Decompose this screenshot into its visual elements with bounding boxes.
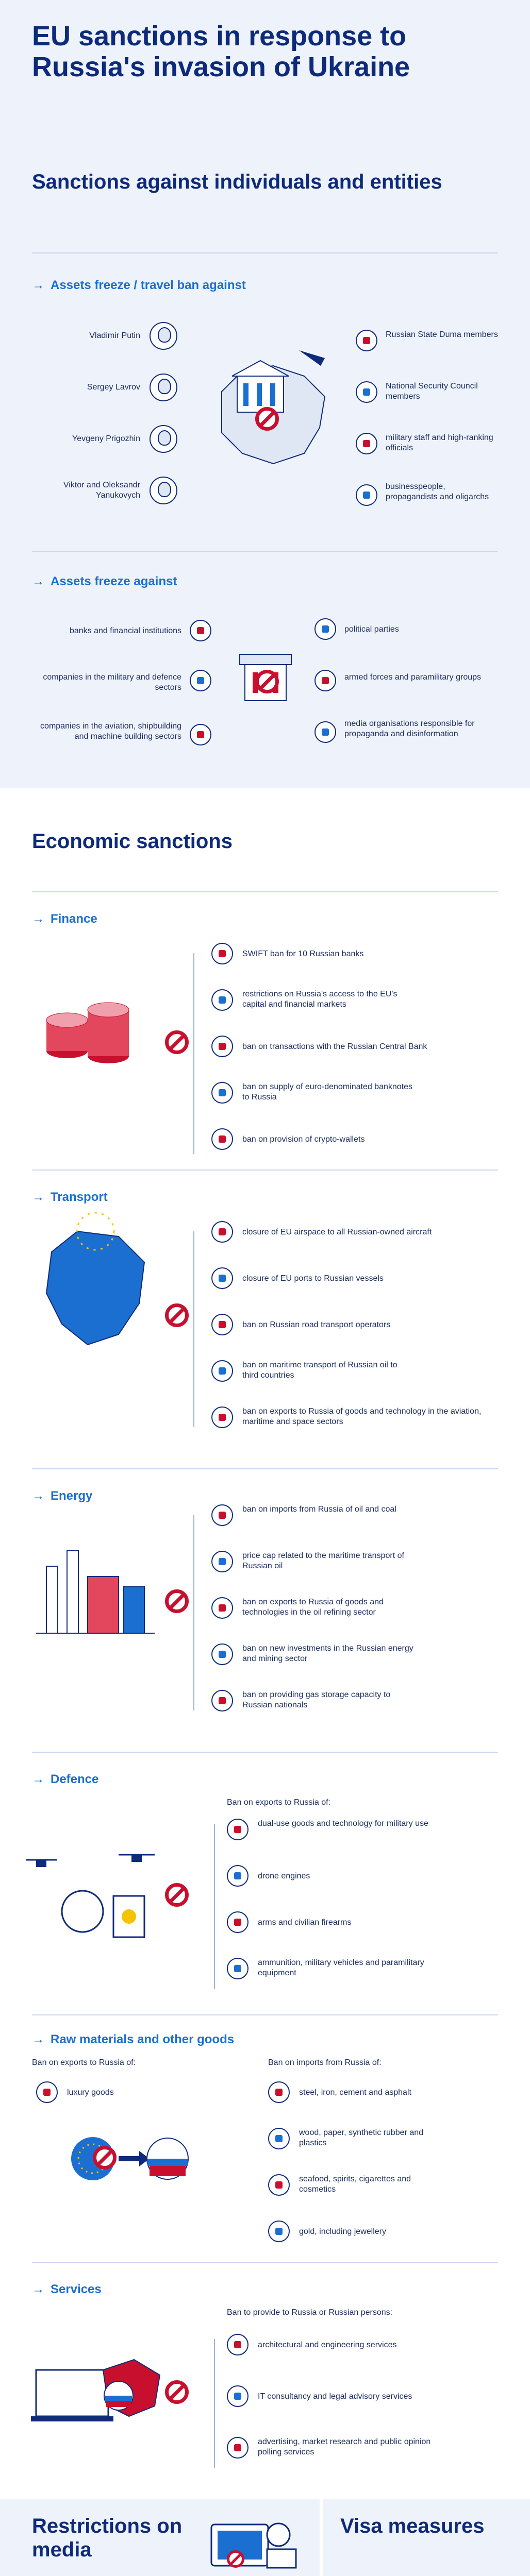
mining-icon: [211, 1643, 233, 1665]
person-label: Yevgeny Prigozhin: [72, 434, 140, 443]
drones-ammo-icon: [26, 1844, 160, 1947]
aerospace-icon: [211, 1406, 233, 1428]
divider: [32, 1170, 498, 1171]
transport-item: ban on maritime transport of Russian oil to third countries: [242, 1361, 397, 1380]
defence-item: drone engines: [258, 1872, 310, 1880]
factory-icon: [190, 670, 211, 691]
ban-icon: [93, 2146, 117, 2170]
market-research-icon: [227, 2437, 249, 2459]
defence-item: arms and civilian firearms: [258, 1918, 352, 1927]
ban-icon: [165, 1303, 189, 1327]
steel-icon: [268, 2081, 290, 2103]
target-label: Russian State Duma members: [386, 330, 498, 339]
entity-label: companies in the aviation, shipbuilding and machine building sectors: [40, 722, 181, 741]
energy-item: ban on imports from Russia of oil and coal: [242, 1505, 396, 1514]
connector: [214, 1824, 215, 1989]
finance-item: ban on supply of euro-denominated banknotes to Russia: [242, 1082, 413, 1101]
energy-item: ban on providing gas storage capacity to Russian nationals: [242, 1690, 391, 1709]
finance-item: restrictions on Russia's access to the EU's capital and financial markets: [242, 990, 397, 1009]
energy-item: price cap related to the maritime transport of Russian oil: [242, 1551, 404, 1570]
refinery-icon: [36, 1535, 155, 1649]
council-icon: [356, 381, 377, 403]
individuals-heading: Sanctions against individuals and entities: [32, 171, 442, 193]
divider: [32, 1468, 498, 1469]
businessperson-icon: [356, 484, 377, 506]
ship-icon: [190, 724, 211, 745]
connector: [193, 1231, 194, 1427]
bank-icon: [190, 620, 211, 641]
entity-label: media organisations responsible for propaganda and disinformation: [344, 719, 475, 738]
transport-item: ban on exports to Russia of goods and technology in the aviation, maritime and space sectors: [242, 1407, 482, 1426]
firearm-icon: [227, 1911, 249, 1933]
page-title: EU sanctions in response to Russia's invasion of Ukraine: [32, 21, 410, 82]
aircraft-icon: [211, 1221, 233, 1243]
central-bank-icon: [211, 1036, 233, 1057]
refining-icon: [211, 1597, 233, 1619]
truck-icon: [211, 1314, 233, 1335]
ban-icon: [165, 1883, 189, 1907]
divider: [32, 891, 498, 892]
raw-right-header: Ban on imports from Russia of:: [268, 2058, 382, 2067]
raw-right-item: gold, including jewellery: [299, 2227, 386, 2236]
finance-item: ban on provision of crypto-wallets: [242, 1135, 365, 1144]
divider: [32, 551, 498, 552]
drone-engine-icon: [227, 1865, 249, 1887]
it-consultancy-icon: [227, 2385, 249, 2407]
swift-icon: [211, 943, 233, 964]
target-label: businesspeople, propagandists and oligarchs: [386, 482, 489, 501]
ammunition-icon: [227, 1958, 249, 1979]
ban-icon: [165, 1589, 189, 1613]
portrait-icon: [150, 425, 177, 453]
seafood-icon: [268, 2174, 290, 2196]
portrait-icon: [150, 477, 177, 504]
defence-label: → Defence: [32, 1772, 99, 1786]
services-item: IT consultancy and legal advisory services: [258, 2392, 412, 2401]
entity-label: armed forces and paramilitary groups: [344, 673, 482, 682]
armed-forces-icon: [314, 670, 336, 691]
raw-left-header: Ban on exports to Russia of:: [32, 2058, 136, 2067]
tv-radio-icon: [206, 2514, 299, 2576]
architecture-icon: [227, 2334, 249, 2355]
finance-label: → Finance: [32, 912, 97, 926]
person-label: Vladimir Putin: [89, 331, 140, 340]
ban-icon: [255, 407, 279, 431]
services-label: → Services: [32, 2282, 102, 2296]
ban-icon: [255, 670, 279, 693]
transport-item: closure of EU ports to Russian vessels: [242, 1274, 384, 1283]
crypto-wallet-icon: [211, 1128, 233, 1150]
vessel-icon: [211, 1267, 233, 1289]
defence-item: ammunition, military vehicles and paramilitary equipment: [258, 1958, 424, 1977]
divider: [32, 1752, 498, 1753]
ban-icon: [165, 2380, 189, 2404]
defence-item: dual-use goods and technology for military use: [258, 1819, 428, 1828]
laptop-map-icon: [31, 2349, 165, 2437]
connector: [193, 1515, 194, 1710]
transport-label: → Transport: [32, 1190, 108, 1204]
energy-label: → Energy: [32, 1489, 93, 1503]
connector: [193, 953, 194, 1154]
finance-item: SWIFT ban for 10 Russian banks: [242, 950, 364, 958]
person-label: Sergey Lavrov: [87, 383, 140, 392]
defence-header: Ban on exports to Russia of:: [227, 1798, 330, 1807]
transport-item: closure of EU airspace to all Russian-owned aircraft: [242, 1228, 432, 1236]
transport-item: ban on Russian road transport operators: [242, 1320, 391, 1329]
raw-label: → Raw materials and other goods: [32, 2032, 235, 2046]
divider: [32, 252, 498, 253]
economic-heading: Economic sanctions: [32, 830, 233, 853]
oil-barrel-icon: [211, 1504, 233, 1526]
media-icon: [314, 721, 336, 743]
target-label: military staff and high-ranking officials: [386, 433, 493, 452]
target-label: National Security Council members: [386, 382, 478, 401]
raw-right-item: wood, paper, synthetic rubber and plastics: [299, 2128, 424, 2147]
portrait-icon: [150, 322, 177, 350]
raw-right-item: seafood, spirits, cigarettes and cosmetics: [299, 2175, 411, 2194]
services-item: advertising, market research and public opinion polling services: [258, 2437, 431, 2456]
person-label: Viktor and Oleksandr Yanukovych: [63, 481, 140, 500]
party-icon: [314, 618, 336, 640]
raw-right-item: steel, iron, cement and asphalt: [299, 2088, 411, 2097]
entity-label: companies in the military and defence sectors: [43, 673, 181, 692]
oil-tanker-icon: [211, 1360, 233, 1382]
eu-russia-flags-icon: [62, 2133, 191, 2184]
divider: [32, 2262, 498, 2263]
luxury-icon: [36, 2081, 58, 2103]
entity-label: banks and financial institutions: [69, 626, 181, 635]
raw-left-item: luxury goods: [67, 2088, 114, 2097]
energy-item: ban on new investments in the Russian energy and mining sector: [242, 1644, 413, 1663]
entity-label: political parties: [344, 625, 399, 634]
gold-icon: [268, 2221, 290, 2242]
price-cap-icon: [211, 1551, 233, 1572]
connector: [214, 2339, 215, 2468]
services-header: Ban to provide to Russia or Russian persons:: [227, 2308, 393, 2317]
assets-freeze-label: → Assets freeze against: [32, 574, 177, 588]
gas-storage-icon: [211, 1690, 233, 1711]
ban-icon: [165, 1030, 189, 1054]
divider: [32, 2014, 498, 2015]
finance-item: ban on transactions with the Russian Central Bank: [242, 1042, 427, 1051]
media-heading: Restrictions on media: [32, 2515, 183, 2561]
visa-heading: Visa measures: [340, 2515, 485, 2537]
market-icon: [211, 989, 233, 1011]
banknote-icon: [211, 1082, 233, 1104]
section-divider: [320, 2499, 323, 2576]
energy-item: ban on exports to Russia of goods and technologies in the oil refining sector: [242, 1598, 384, 1617]
wood-icon: [268, 2128, 290, 2149]
duma-icon: [356, 330, 377, 351]
military-icon: [356, 433, 377, 454]
dual-use-icon: [227, 1819, 249, 1840]
services-item: architectural and engineering services: [258, 2341, 397, 2349]
portrait-icon: [150, 374, 177, 401]
ban-icon: [227, 2550, 244, 2568]
assets-travel-label: → Assets freeze / travel ban against: [32, 278, 246, 292]
coins-icon: [36, 989, 150, 1077]
europe-map-icon: [36, 1211, 155, 1365]
